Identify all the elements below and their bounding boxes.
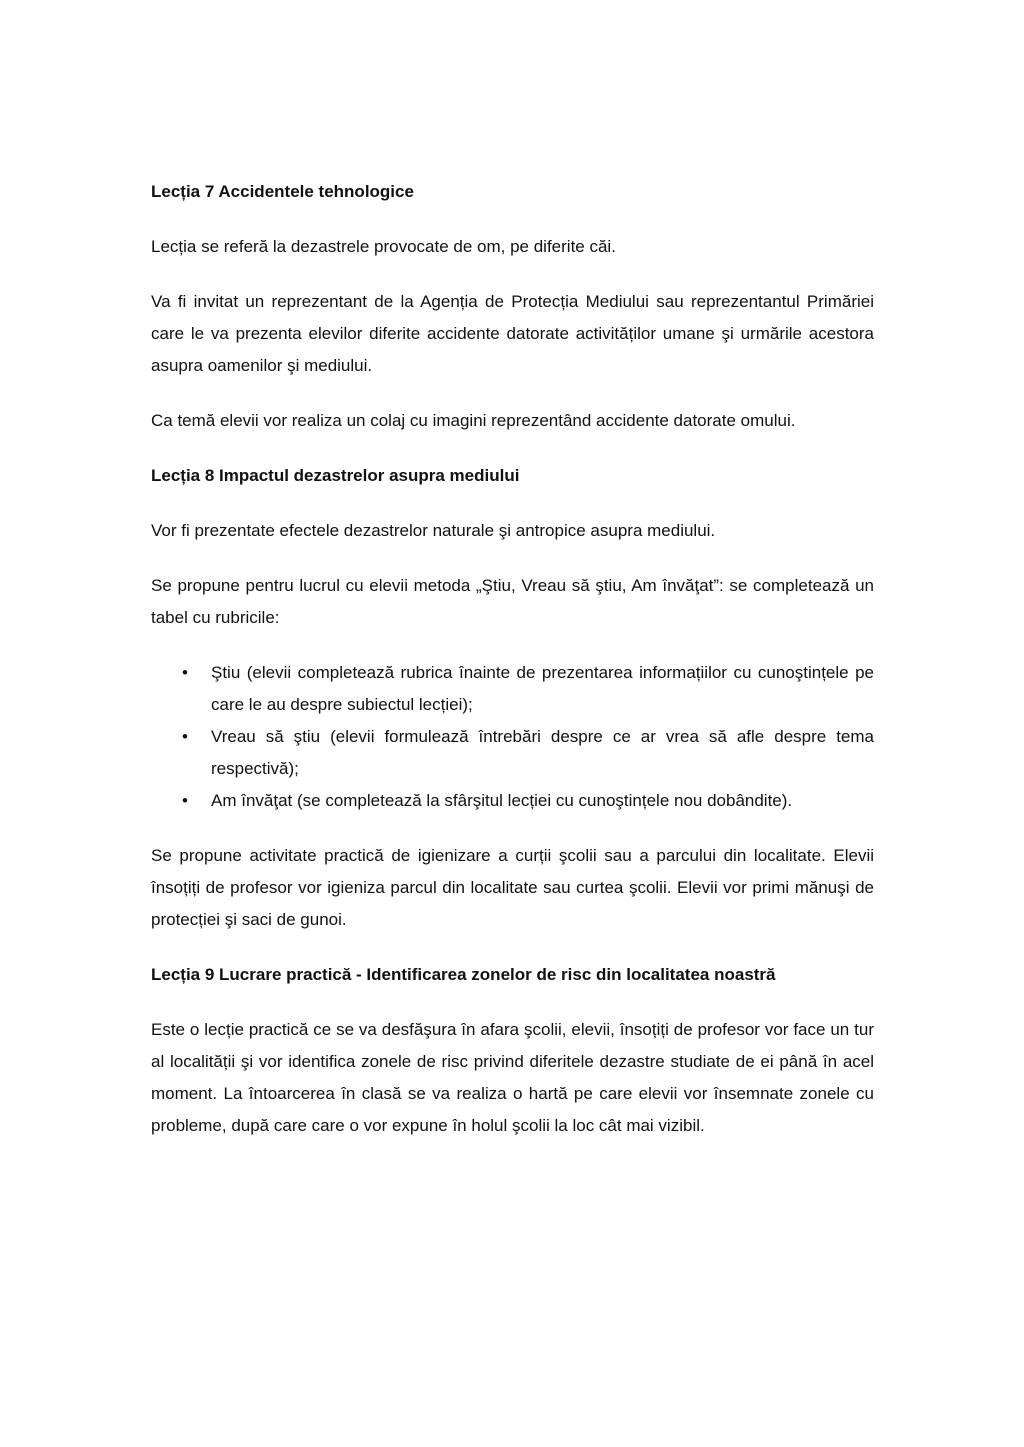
- lesson-8-activity-paragraph: Se propune activitate practică de igienizare a curții şcolii sau a parcului din localitate. Elevii însoțiți de profesor vor igieniza parcul din localitate sau curtea şcolii. Elevii vor primi mănuşi de protecției şi saci de gunoi.: [151, 846, 874, 929]
- lesson-8-paragraph-1: Vor fi prezentate efectele dezastrelor naturale şi antropice asupra mediului.: [151, 521, 716, 540]
- lesson-7-heading: Lecția 7 Accidentele tehnologice: [151, 182, 414, 201]
- lesson-7-paragraph-1: Lecția se referă la dezastrele provocate de om, pe diferite căi.: [151, 237, 616, 256]
- lesson-8-paragraph-2: Se propune pentru lucrul cu elevii metoda „Ştiu, Vreau să ştiu, Am învăţat”: se completează un tabel cu rubricile:: [151, 576, 874, 627]
- bullet-list: [151, 657, 874, 817]
- bullet-icon: •: [182, 727, 188, 746]
- lesson-8-heading: Lecția 8 Impactul dezastrelor asupra mediului: [151, 466, 520, 485]
- list-item: [151, 657, 874, 721]
- lesson-9-paragraph-1: Este o lecție practică ce se va desfăşura în afara şcolii, elevii, însoțiți de profesor vor face un tur al localității şi vor identifica zonele de risc privind diferitele dezastre studiate de ei până în acel moment. La întoarcerea în clasă se va realiza o hartă pe care elevii vor însemnate zonele cu probleme, după care care o vor expune în holul şcolii la loc cât mai vizibil.: [151, 1020, 874, 1135]
- bullet-icon: •: [182, 791, 188, 810]
- list-item: [151, 785, 874, 817]
- list-item-text: Vreau să ştiu (elevii formulează întrebări despre ce ar vrea să afle despre tema respectivă);: [211, 727, 874, 778]
- document-page: [151, 176, 874, 1142]
- list-item-text: Am învăţat (se completează la sfârşitul lecției cu cunoştințele nou dobândite).: [211, 791, 793, 810]
- lesson-7-paragraph-2: Va fi invitat un reprezentant de la Agenția de Protecția Mediului sau reprezentantul Primăriei care le va prezenta elevilor diferite accidente datorate activităților umane şi urmările acestora asupra oamenilor şi mediului.: [151, 292, 874, 375]
- bullet-icon: •: [182, 663, 188, 682]
- list-item: [151, 721, 874, 785]
- list-item-text: Ştiu (elevii completează rubrica înainte de prezentarea informațiilor cu cunoştințele pe care le au despre subiectul lecției);: [211, 663, 874, 714]
- lesson-9-heading: Lecția 9 Lucrare practică - Identificarea zonelor de risc din localitatea noastră: [151, 965, 776, 984]
- lesson-7-paragraph-3: Ca temă elevii vor realiza un colaj cu imagini reprezentând accidente datorate omului.: [151, 411, 796, 430]
